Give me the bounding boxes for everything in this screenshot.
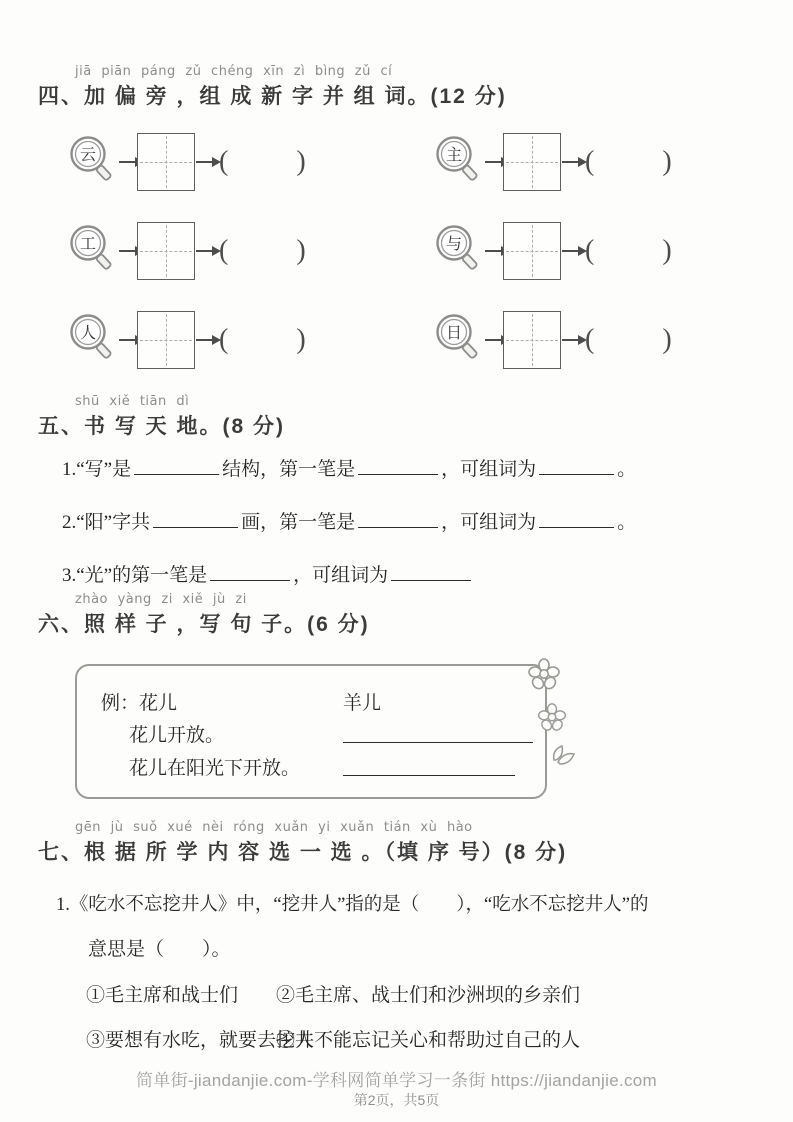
magnifier-icon — [434, 133, 484, 191]
arrow-right-icon — [196, 161, 213, 163]
option-4: ④人不能忘记关心和帮助过自己的人 — [276, 1030, 581, 1051]
source-char: 云 — [79, 147, 97, 164]
question-text: ，可组词为 — [441, 459, 537, 480]
magnifier-icon — [68, 311, 118, 369]
section4-title: 四、加 偏 旁 ，组 成 新 字 并 组 词。(12 分) — [38, 85, 507, 108]
question-text: ，可组词为 — [293, 565, 389, 586]
choice-question-line2: 意思是（ ）。 — [88, 939, 231, 960]
answer-line — [343, 742, 533, 743]
example-sentence-2: 花儿在阳光下开放。 — [129, 758, 301, 779]
magnifier-icon — [68, 133, 118, 191]
answer-parens: ( ) — [219, 146, 306, 177]
answer-blank — [539, 512, 614, 528]
answer-blank — [210, 565, 290, 581]
fill-in-question — [62, 507, 752, 534]
answer-parens: ( ) — [585, 324, 672, 355]
question-text: 。 — [617, 459, 637, 480]
question-text: ，可组词为 — [441, 512, 537, 533]
fill-in-question — [62, 454, 752, 481]
answer-line — [343, 775, 515, 776]
leaf-icon — [548, 738, 578, 768]
section5-pinyin: shū xiě tiān dì — [75, 394, 190, 409]
source-char: 日 — [445, 325, 463, 342]
char-transform-item — [68, 311, 370, 369]
magnifier-icon — [434, 311, 484, 369]
writing-box — [503, 311, 561, 369]
option-2: ②毛主席、战士们和沙洲坝的乡亲们 — [276, 985, 581, 1006]
answer-blank — [391, 565, 471, 581]
source-char: 工 — [79, 236, 97, 253]
magnifier-icon — [68, 222, 118, 280]
writing-box — [137, 222, 195, 280]
arrow-right-icon — [196, 339, 213, 341]
source-char: 人 — [79, 325, 97, 342]
arrow-right-icon — [119, 339, 136, 341]
arrow-right-icon — [562, 250, 579, 252]
writing-box — [503, 222, 561, 280]
footer-site-link: 简单街-jiandanjie.com-学科网简单学习一条街 https://jiandanjie.com — [135, 1071, 658, 1090]
question-text: 3.“光”的第一笔是 — [62, 565, 208, 586]
flower-icon — [526, 657, 562, 693]
example-right-word: 羊儿 — [343, 693, 382, 714]
arrow-right-icon — [485, 250, 502, 252]
arrow-right-icon — [119, 250, 136, 252]
section4-pinyin: jiā piān páng zǔ chéng xīn zì bìng zǔ cí — [75, 64, 393, 79]
example-box — [75, 664, 547, 799]
section4-exercise-grid — [68, 133, 736, 369]
source-char: 与 — [445, 236, 463, 253]
arrow-right-icon — [485, 339, 502, 341]
question-text: 1.“写”是 — [62, 459, 132, 480]
example-sentence-1: 花儿开放。 — [129, 725, 225, 746]
arrow-right-icon — [562, 339, 579, 341]
arrow-right-icon — [485, 161, 502, 163]
arrow-right-icon — [119, 161, 136, 163]
char-transform-item — [434, 222, 736, 280]
question-text: 2.“阳”字共 — [62, 512, 151, 533]
answer-blank — [134, 459, 219, 475]
answer-parens: ( ) — [585, 146, 672, 177]
section6-pinyin: zhào yàng zi xiě jù zi — [75, 592, 247, 607]
section5-title: 五、书 写 天 地。(8 分) — [38, 415, 286, 438]
char-transform-item — [68, 133, 370, 191]
answer-blank — [358, 459, 438, 475]
char-transform-item — [434, 133, 736, 191]
char-transform-item — [68, 222, 370, 280]
question-text: 画，第一笔是 — [241, 512, 356, 533]
choice-question-line1: 1.《吃水不忘挖井人》中，“挖井人”指的是（ ），“吃水不忘挖井人”的 — [56, 895, 649, 915]
answer-blank — [358, 512, 438, 528]
example-label: 例：花儿 — [101, 693, 178, 714]
section7-title: 七、根 据 所 学 内 容 选 一 选 。（填 序 号）(8 分) — [38, 841, 568, 864]
section5-questions — [62, 454, 752, 613]
writing-box — [137, 311, 195, 369]
answer-parens: ( ) — [219, 235, 306, 266]
flower-icon — [536, 702, 568, 734]
answer-parens: ( ) — [219, 324, 306, 355]
arrow-right-icon — [196, 250, 213, 252]
answer-blank — [539, 459, 614, 475]
question-text: 。 — [617, 512, 637, 533]
option-3: ③要想有水吃，就要去挖井 — [86, 1030, 315, 1051]
writing-box — [137, 133, 195, 191]
option-1: ①毛主席和战士们 — [86, 985, 239, 1006]
char-transform-item — [434, 311, 736, 369]
magnifier-icon — [434, 222, 484, 280]
writing-box — [503, 133, 561, 191]
section4-header — [38, 64, 507, 110]
footer-page-number: 第2页，共5页 — [353, 1092, 440, 1108]
section7-pinyin: gēn jù suǒ xué nèi róng xuǎn yi xuǎn tián xù hào — [75, 820, 473, 835]
source-char: 主 — [445, 147, 463, 164]
section7-header — [38, 820, 567, 866]
section6-header — [38, 592, 370, 638]
answer-parens: ( ) — [585, 235, 672, 266]
section6-title: 六、照 样 子 ，写 句 子。(6 分) — [38, 613, 370, 636]
fill-in-question — [62, 560, 752, 587]
answer-blank — [153, 512, 238, 528]
question-text: 结构，第一笔是 — [222, 459, 356, 480]
section5-header — [38, 394, 285, 440]
arrow-right-icon — [562, 161, 579, 163]
